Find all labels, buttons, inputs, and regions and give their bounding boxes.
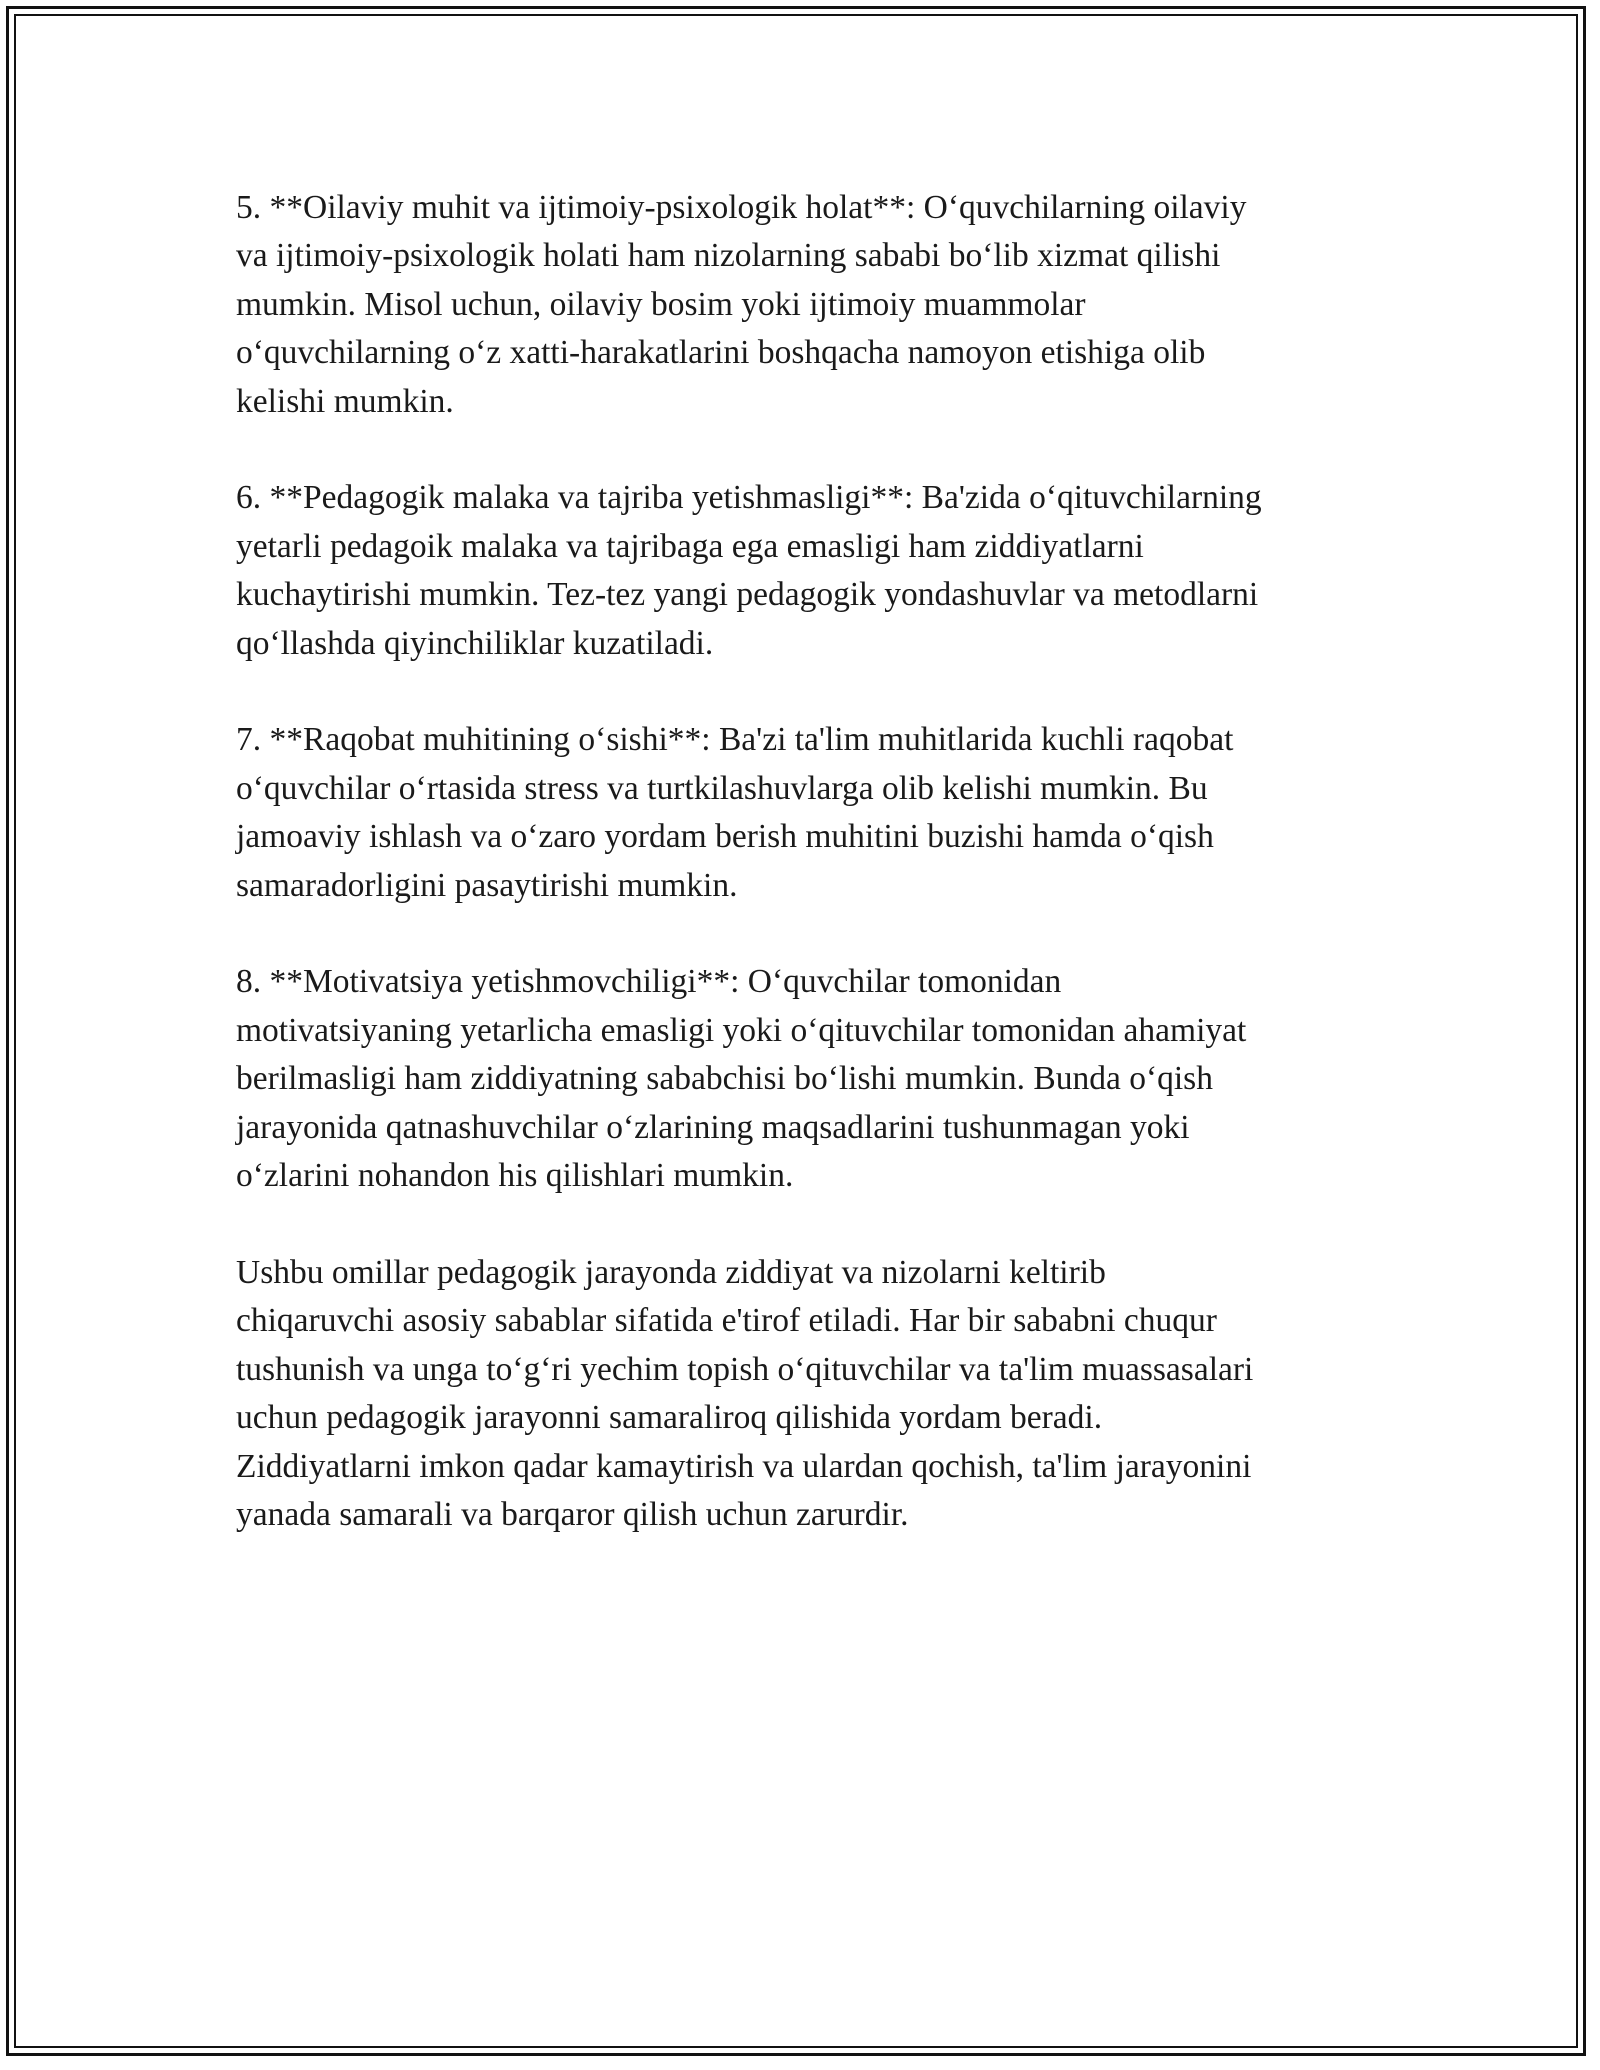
document-body [236,184,1386,1588]
paragraph-item-7: 7. **Raqobat muhitining o‘sishi**: Ba'zi ta'lim muhitlarida kuchli raqobat o‘quvchilar o‘rtasida stress va turtkilashuvlarga olib kelishi mumkin. Bu jamoaviy ishlash va o‘zaro yordam berish muhitini buzishi hamda o‘qish samaradorligini pasaytirishi mumkin. [236,721,1234,904]
paragraph-conclusion: Ushbu omillar pedagogik jarayonda ziddiyat va nizolarni keltirib chiqaruvchi asosiy sabablar sifatida e'tirof etiladi. Har bir sababni chuqur tushunish va unga to‘g‘ri yechim topish o‘qituvchilar va ta'lim muassasalari uchun pedagogik jarayonni samaraliroq qilishida yordam beradi. Ziddiyatlarni imkon qadar kamaytirish va ulardan qochish, ta'lim jarayonini yanada samarali va barqaror qilish uchun zarurdir. [236,1253,1254,1533]
paragraph-item-8: 8. **Motivatsiya yetishmovchiligi**: O‘quvchilar tomonidan motivatsiyaning yetarlicha emasligi yoki o‘qituvchilar tomonidan ahamiyat berilmasligi ham ziddiyatning sababchisi bo‘lishi mumkin. Bunda o‘qish jarayonida qatnashuvchilar o‘zlarining maqsadlarini tushunmagan yoki o‘zlarini nohandon his qilishlari mumkin. [236,963,1247,1195]
paragraph-item-5: 5. **Oilaviy muhit va ijtimoiy-psixologik holat**: O‘quvchilarning oilaviy va ijtimoiy-psixologik holati ham nizolarning sababi bo‘lib xizmat qilishi mumkin. Misol uchun, oilaviy bosim yoki ijtimoiy muammolar o‘quvchilarning o‘z xatti-harakatlarini boshqacha namoyon etishiga olib kelishi mumkin. [236,189,1247,420]
paragraph-item-6: 6. **Pedagogik malaka va tajriba yetishmasligi**: Ba'zida o‘qituvchilarning yetarli pedagoik malaka va tajribaga ega emasligi ham ziddiyatlarni kuchaytirishi mumkin. Tez-tez yangi pedagogik yondashuvlar va metodlarni qo‘llashda qiyinchiliklar kuzatiladi. [236,479,1262,662]
